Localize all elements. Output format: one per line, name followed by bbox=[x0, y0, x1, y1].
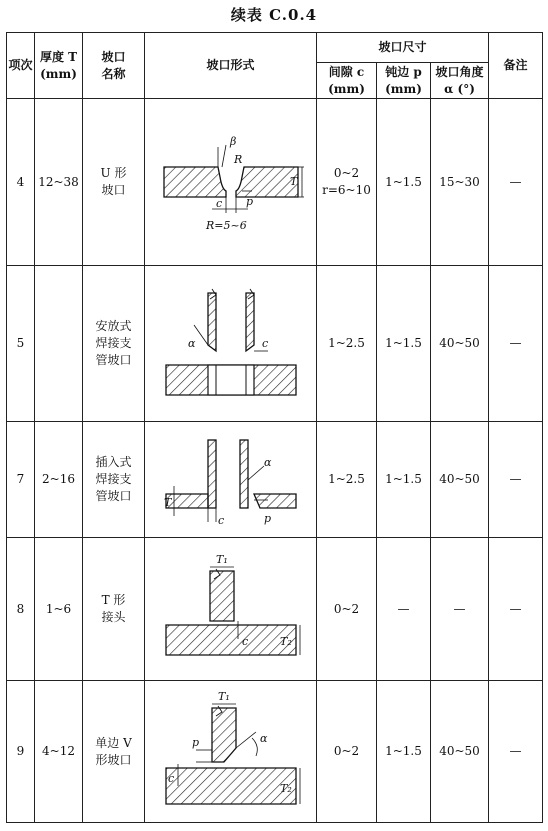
alpha-label: α bbox=[259, 731, 267, 745]
col-thickness-l2: (mm) bbox=[40, 66, 77, 81]
u-groove-figure bbox=[156, 127, 306, 237]
cell-item: 4 bbox=[7, 99, 35, 266]
t1-label: T₁ bbox=[217, 689, 230, 703]
c-label: c bbox=[215, 197, 222, 210]
c-label: c bbox=[217, 513, 224, 527]
cell-gap-l2: r=6~10 bbox=[322, 183, 371, 197]
cell-name-l2: 焊接支 bbox=[95, 472, 132, 486]
col-size: 坡口尺寸 bbox=[317, 33, 489, 63]
col-name bbox=[83, 33, 145, 99]
cell-remark: — bbox=[489, 266, 543, 422]
alpha-label: α bbox=[263, 455, 271, 469]
cell-gap bbox=[317, 422, 377, 538]
cell-item: 7 bbox=[7, 422, 35, 538]
cell-figure bbox=[145, 422, 317, 538]
col-thickness bbox=[35, 33, 83, 99]
set-on-branch-figure bbox=[156, 279, 306, 409]
cell-name bbox=[83, 266, 145, 422]
cell-figure bbox=[145, 538, 317, 681]
cell-angle: — bbox=[431, 538, 489, 681]
col-gap-l2: (mm) bbox=[328, 81, 365, 96]
col-blunt-l1: 钝边 p bbox=[385, 64, 422, 79]
cell-remark: — bbox=[489, 681, 543, 823]
col-form: 坡口形式 bbox=[145, 33, 317, 99]
c-label: c bbox=[261, 336, 268, 350]
cell-name bbox=[83, 422, 145, 538]
cell-name bbox=[83, 99, 145, 266]
table-row bbox=[7, 538, 543, 681]
cell-name bbox=[83, 538, 145, 681]
col-name-l1: 坡口 bbox=[101, 49, 126, 64]
set-in-branch-figure bbox=[156, 430, 306, 530]
cell-gap bbox=[317, 99, 377, 266]
table-row bbox=[7, 99, 543, 266]
cell-name-l1: 单边 V bbox=[95, 735, 132, 750]
cell-remark: — bbox=[489, 538, 543, 681]
t-joint-figure bbox=[156, 549, 306, 669]
cell-gap bbox=[317, 266, 377, 422]
cell-angle: 15~30 bbox=[431, 99, 489, 266]
col-gap-l1: 间隙 c bbox=[328, 64, 365, 79]
beta-label: β bbox=[229, 135, 236, 148]
cell-thickness: 12~38 bbox=[35, 99, 83, 266]
cell-item: 5 bbox=[7, 266, 35, 422]
cell-gap-l1: 0~2 bbox=[333, 601, 360, 616]
col-angle bbox=[431, 63, 489, 99]
cell-item: 9 bbox=[7, 681, 35, 823]
cell-blunt: — bbox=[377, 538, 431, 681]
cell-angle: 40~50 bbox=[431, 266, 489, 422]
cell-angle: 40~50 bbox=[431, 422, 489, 538]
cell-name-l3: 管坡口 bbox=[95, 489, 132, 503]
header-row bbox=[7, 33, 543, 63]
cell-remark: — bbox=[489, 422, 543, 538]
cell-thickness bbox=[35, 266, 83, 422]
table-row bbox=[7, 422, 543, 538]
cell-gap bbox=[317, 538, 377, 681]
cell-figure bbox=[145, 681, 317, 823]
cell-item: 8 bbox=[7, 538, 35, 681]
alpha-label: α bbox=[187, 336, 195, 350]
table-row bbox=[7, 266, 543, 422]
cell-name-l1: 安放式 bbox=[95, 319, 132, 333]
r-label: R bbox=[233, 153, 242, 166]
t1-label: T₁ bbox=[215, 553, 228, 566]
cell-gap-l1: 0~2 bbox=[333, 166, 360, 180]
col-blunt bbox=[377, 63, 431, 99]
single-v-groove-figure bbox=[156, 690, 306, 814]
cell-name-l1: T 形 bbox=[101, 593, 126, 607]
cell-blunt: 1~1.5 bbox=[377, 266, 431, 422]
cell-thickness: 4~12 bbox=[35, 681, 83, 823]
cell-name-l2: 形坡口 bbox=[95, 752, 132, 767]
cell-figure bbox=[145, 266, 317, 422]
p-label: p bbox=[263, 511, 271, 525]
col-remark: 备注 bbox=[489, 33, 543, 99]
cell-gap-l1: 0~2 bbox=[333, 744, 360, 758]
cell-gap-l1: 1~2.5 bbox=[328, 336, 365, 350]
cell-thickness: 2~16 bbox=[35, 422, 83, 538]
cell-figure bbox=[145, 99, 317, 266]
cell-thickness: 1~6 bbox=[35, 538, 83, 681]
t2-label: T₂ bbox=[279, 781, 292, 795]
cell-gap bbox=[317, 681, 377, 823]
cell-name bbox=[83, 681, 145, 823]
groove-table bbox=[6, 32, 543, 823]
cell-remark: — bbox=[489, 99, 543, 266]
cell-name-l2: 坡口 bbox=[101, 183, 126, 197]
col-thickness-l1: 厚度 T bbox=[39, 49, 78, 64]
col-blunt-l2: (mm) bbox=[385, 81, 422, 96]
col-item: 项次 bbox=[7, 33, 35, 99]
p-label: p bbox=[245, 195, 253, 208]
cell-name-l1: U 形 bbox=[100, 166, 127, 180]
cell-name-l2: 焊接支 bbox=[95, 336, 132, 350]
cell-name-l1: 插入式 bbox=[95, 455, 132, 469]
cell-blunt: 1~1.5 bbox=[377, 681, 431, 823]
col-angle-l2: α (°) bbox=[444, 81, 475, 96]
cell-blunt: 1~1.5 bbox=[377, 99, 431, 266]
cell-angle: 40~50 bbox=[431, 681, 489, 823]
cell-name-l3: 管坡口 bbox=[95, 353, 132, 367]
c-label: c bbox=[167, 771, 174, 785]
table-title: 续表 C.0.4 bbox=[230, 6, 318, 24]
col-gap bbox=[317, 63, 377, 99]
cell-gap-l1: 1~2.5 bbox=[328, 472, 365, 486]
c-label: c bbox=[241, 635, 248, 648]
p-label: p bbox=[191, 735, 199, 749]
col-name-l2: 名称 bbox=[101, 66, 126, 81]
col-angle-l1: 坡口角度 bbox=[435, 64, 484, 79]
t-label: T bbox=[289, 175, 297, 188]
radius-label: R=5~6 bbox=[205, 219, 247, 232]
table-row bbox=[7, 681, 543, 823]
cell-name-l2: 接头 bbox=[101, 610, 126, 624]
t-label: T bbox=[163, 495, 171, 509]
cell-blunt: 1~1.5 bbox=[377, 422, 431, 538]
t2-label: T₂ bbox=[279, 635, 292, 648]
